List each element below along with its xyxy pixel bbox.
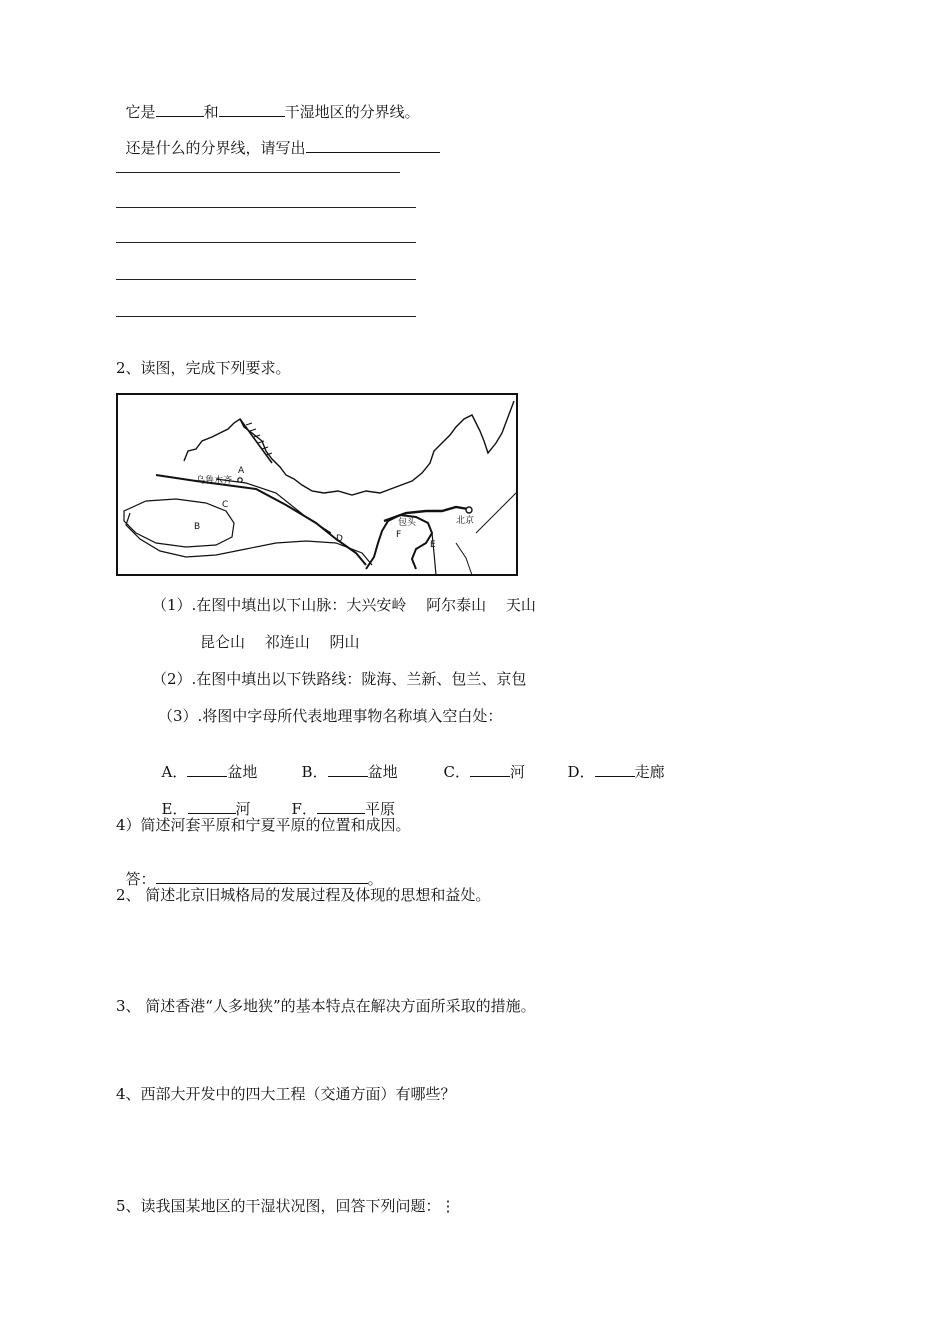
fill-suffix: 盆地 bbox=[367, 763, 398, 781]
map-label-urumqi: 乌鲁木齐 bbox=[196, 476, 233, 486]
answer-rule[interactable] bbox=[116, 172, 400, 173]
china-map-figure bbox=[116, 393, 518, 576]
answer-rule[interactable] bbox=[116, 316, 416, 317]
question-dry-wet: 5、读我国某地区的干湿状况图，回答下列问题：⋮ bbox=[116, 1197, 456, 1215]
intro-line-1-mid: 和 bbox=[203, 103, 219, 121]
fill-item-C bbox=[434, 744, 525, 781]
fill-item-D bbox=[558, 744, 665, 781]
map-label-C: C bbox=[222, 500, 229, 510]
answer-rule[interactable] bbox=[116, 207, 416, 208]
blank-field[interactable] bbox=[317, 799, 365, 814]
blank-field[interactable] bbox=[328, 762, 368, 777]
fill-suffix: 走廊 bbox=[634, 763, 665, 781]
intro-line-1-suffix: 干湿地区的分界线。 bbox=[284, 103, 420, 121]
fill-item-E bbox=[152, 781, 251, 818]
blank-field[interactable] bbox=[156, 869, 368, 884]
blank-field[interactable] bbox=[187, 762, 227, 777]
map-label-baotou: 包头 bbox=[398, 518, 417, 528]
intro-line-2-prefix: 还是什么的分界线，请写出 bbox=[125, 139, 306, 157]
sub-question-2: （2）.在图中填出以下铁路线：陇海、兰新、包兰、京包 bbox=[152, 670, 527, 688]
fill-prefix: A． bbox=[161, 763, 188, 781]
fill-suffix: 盆地 bbox=[227, 763, 258, 781]
answer-rule[interactable] bbox=[116, 279, 416, 280]
fill-suffix: 河 bbox=[235, 800, 251, 818]
map-label-A: A bbox=[238, 466, 245, 476]
fill-prefix: C． bbox=[443, 763, 471, 781]
answer-line bbox=[116, 851, 383, 888]
blank-field[interactable] bbox=[470, 762, 510, 777]
answer-prefix: 答： bbox=[125, 870, 156, 888]
sub-question-4: 4）简述河套平原和宁夏平原的位置和成因。 bbox=[116, 816, 411, 834]
fill-prefix: D． bbox=[567, 763, 595, 781]
blank-field[interactable] bbox=[188, 799, 236, 814]
sub-question-1-cont: 昆仑山 祁连山 阴山 bbox=[200, 633, 360, 651]
fill-item-B bbox=[292, 744, 398, 781]
sub-question-3: （3）.将图中字母所代表地理事物名称填入空白处： bbox=[158, 707, 503, 725]
answer-suffix: 。 bbox=[367, 870, 383, 888]
question-hongkong: 3、 简述香港“人多地狭”的基本特点在解决方面所采取的措施。 bbox=[116, 997, 536, 1015]
intro-line-1 bbox=[116, 84, 420, 121]
answer-rule[interactable] bbox=[116, 242, 416, 243]
map-label-D: D bbox=[336, 534, 343, 544]
sub-question-1: （1）.在图中填出以下山脉：大兴安岭 阿尔泰山 天山 bbox=[152, 596, 536, 614]
question-2-heading: 2、读图，完成下列要求。 bbox=[116, 359, 291, 377]
question-west-development: 4、西部大开发中的四大工程（交通方面）有哪些？ bbox=[116, 1085, 456, 1103]
blank-field[interactable] bbox=[219, 102, 285, 117]
intro-line-2 bbox=[116, 120, 440, 157]
fill-suffix: 河 bbox=[510, 763, 526, 781]
intro-line-1-prefix: 它是 bbox=[125, 103, 156, 121]
question-beijing: 2、 简述北京旧城格局的发展过程及体现的思想和益处。 bbox=[116, 886, 491, 904]
fill-item-A bbox=[152, 744, 257, 781]
fill-prefix: F． bbox=[291, 800, 317, 818]
map-label-E: E bbox=[430, 540, 436, 550]
fill-item-F bbox=[282, 781, 395, 818]
map-label-F: F bbox=[396, 530, 402, 540]
fill-suffix: 平原 bbox=[364, 800, 395, 818]
fill-prefix: B． bbox=[301, 763, 328, 781]
map-label-B: B bbox=[194, 522, 201, 532]
blank-field[interactable] bbox=[306, 138, 440, 153]
fill-prefix: E． bbox=[161, 800, 188, 818]
blank-field[interactable] bbox=[156, 102, 204, 117]
map-label-beijing: 北京 bbox=[456, 516, 475, 526]
blank-field[interactable] bbox=[595, 762, 635, 777]
